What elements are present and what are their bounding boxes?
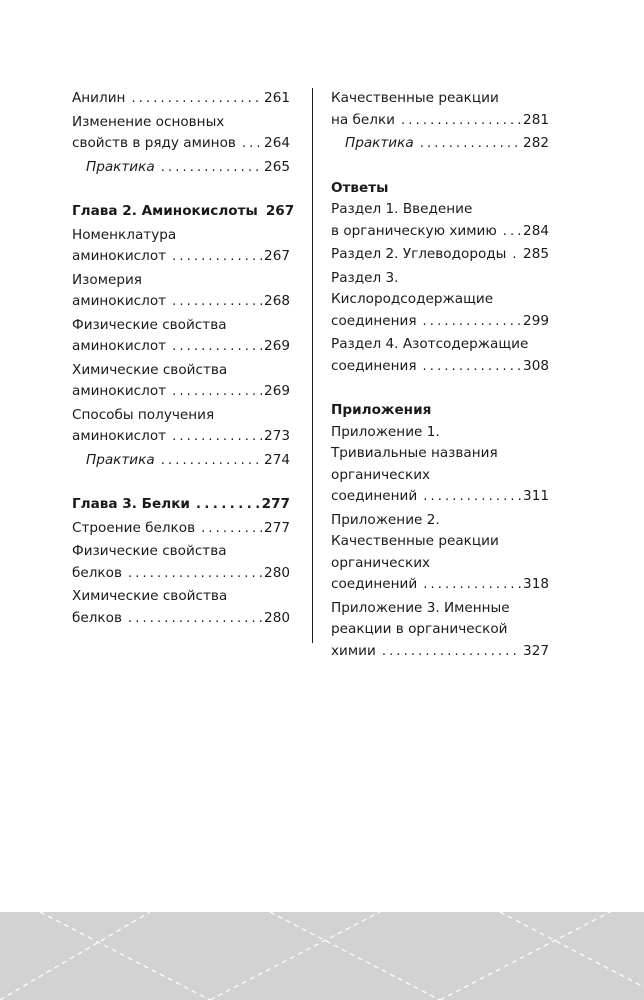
toc-entry-text: Изомерия — [72, 271, 142, 288]
dot-leader — [423, 311, 522, 333]
zigzag-pattern — [0, 912, 644, 1000]
page-number: 274 — [264, 451, 290, 468]
page-number: 284 — [523, 222, 549, 239]
section-gap — [72, 180, 290, 201]
toc-entry-text: белков — [72, 609, 122, 626]
dot-leader — [172, 381, 262, 403]
toc-entry-text: Анилин — [72, 90, 126, 106]
toc-entry-text: Практика — [86, 451, 155, 468]
dot-leader — [131, 88, 262, 110]
page-number: 261 — [264, 90, 290, 106]
toc-entry[interactable] — [72, 157, 290, 179]
toc-entry-text: Приложение 2. — [331, 511, 440, 528]
page-number: 273 — [264, 428, 290, 444]
toc-entry-text: Глава 3. Белки — [72, 496, 190, 512]
toc-entry[interactable] — [72, 541, 290, 584]
dot-leader — [423, 574, 521, 596]
toc-entry-text: соединения — [331, 357, 417, 374]
toc-entry-text: Изменение основных — [72, 113, 225, 130]
toc-entry-text: Раздел 4. Азотсодержащие — [331, 336, 529, 352]
toc-entry-text: в органическую химию — [331, 222, 497, 239]
page-number: 285 — [523, 246, 549, 262]
toc-entry[interactable] — [72, 112, 290, 155]
page-number: 268 — [264, 293, 290, 309]
dot-leader — [128, 608, 262, 630]
toc-entry[interactable] — [72, 494, 290, 516]
toc-entry-text: на белки — [331, 111, 396, 128]
toc-entry-text: белков — [72, 564, 122, 581]
page-number: 265 — [264, 158, 290, 175]
toc-entry[interactable] — [72, 88, 290, 110]
page-number: 267 — [264, 248, 290, 264]
page-number: 280 — [264, 564, 290, 581]
toc-entry-text: химии — [331, 642, 376, 659]
toc-entry[interactable] — [331, 598, 549, 663]
page-number: 264 — [264, 135, 290, 151]
page-number: 327 — [523, 642, 549, 659]
toc-entry-text: соединения — [331, 312, 417, 329]
page-number: 311 — [523, 488, 549, 504]
page-number: 269 — [264, 383, 290, 399]
toc-entry[interactable] — [331, 88, 549, 131]
toc-entry-text: Практика — [86, 158, 155, 175]
toc-entry-text: Способы получения — [72, 406, 215, 423]
toc-right-column — [331, 88, 549, 664]
toc-entry-text: Приложение 3. Именные — [331, 599, 510, 616]
page-number: 308 — [523, 357, 549, 374]
page-number: 280 — [264, 609, 290, 626]
page-number: 299 — [523, 312, 549, 329]
page-number: 277 — [264, 519, 290, 536]
toc-entry[interactable] — [72, 270, 290, 313]
toc-entry[interactable] — [331, 244, 549, 266]
toc-entry[interactable] — [331, 510, 549, 596]
toc-entry-text: органических — [331, 554, 431, 571]
appendix-heading: Приложения — [331, 402, 432, 418]
toc-entry[interactable] — [72, 225, 290, 268]
toc-entry-text: аминокислот — [72, 248, 167, 264]
toc-left-column — [72, 88, 295, 631]
toc-entry-text: Номенклатура — [72, 226, 177, 243]
page-number: 267 — [265, 203, 295, 219]
toc-entry[interactable] — [331, 268, 549, 333]
toc-entry-text: Раздел 3. — [331, 269, 399, 286]
page-number: 269 — [264, 338, 290, 354]
toc-entry[interactable] — [331, 422, 549, 508]
dot-leader — [172, 246, 262, 268]
toc-entry-text: реакции в органической — [331, 621, 508, 637]
toc-entry-text: Строение белков — [72, 519, 196, 536]
dot-leader — [512, 244, 521, 266]
toc-entry[interactable] — [72, 586, 290, 629]
toc-entry[interactable] — [331, 334, 549, 377]
dot-leader — [242, 133, 262, 155]
toc-entry-text: аминокислот — [72, 383, 167, 399]
page-number: 282 — [523, 135, 549, 151]
toc-entry-text: Практика — [345, 135, 414, 151]
toc-entry[interactable] — [72, 450, 290, 472]
toc-entry[interactable] — [331, 133, 549, 155]
toc-entry[interactable] — [72, 315, 290, 358]
toc-entry-text: Физические свойства — [72, 316, 227, 333]
toc-entry-text: аминокислот — [72, 338, 167, 354]
toc-entry-text: органических — [331, 466, 431, 483]
toc-entry-text: соединений — [331, 576, 418, 592]
dot-leader — [128, 563, 262, 585]
dot-leader — [382, 641, 521, 663]
dot-leader — [423, 356, 522, 378]
toc-entry-text: аминокислот — [72, 293, 167, 309]
dot-leader — [196, 494, 260, 516]
toc-entry-text: Раздел 2. Углеводороды — [331, 246, 507, 262]
toc-entry-text: Тривиальные названия — [331, 445, 498, 461]
column-divider — [312, 88, 313, 643]
toc-entry[interactable] — [72, 201, 295, 223]
toc-entry-text: Качественные реакции — [331, 90, 499, 106]
toc-entry-text: Кислородсодержащие — [331, 291, 494, 307]
dot-leader — [423, 486, 521, 508]
toc-entry-text: аминокислот — [72, 428, 167, 444]
dot-leader — [201, 518, 262, 540]
dot-leader — [161, 450, 262, 472]
decorative-footer-band — [0, 912, 644, 1000]
section-gap — [72, 473, 290, 494]
toc-entry[interactable] — [72, 405, 290, 448]
dot-leader — [172, 336, 262, 358]
toc-entry-text: Приложение 1. — [331, 423, 440, 440]
dot-leader — [161, 157, 262, 179]
toc-entry-text: Химические свойства — [72, 588, 228, 604]
answers-heading: Ответы — [331, 179, 389, 196]
toc-entry-text: Физические свойства — [72, 543, 227, 559]
toc-entry-text: свойств в ряду аминов — [72, 135, 236, 151]
toc-entry-text: соединений — [331, 488, 418, 504]
page-number: 277 — [261, 496, 290, 512]
toc-entry[interactable] — [72, 360, 290, 403]
page-number: 281 — [523, 111, 549, 128]
page-number: 318 — [523, 576, 549, 592]
dot-leader — [401, 110, 521, 132]
toc-entry-text: Глава 2. Аминокислоты — [72, 203, 258, 219]
dot-leader — [420, 133, 521, 155]
toc-entry-text: Качественные реакции — [331, 533, 499, 549]
toc-entry[interactable] — [331, 199, 549, 242]
toc-entry-text: Химические свойства — [72, 361, 228, 378]
dot-leader — [172, 291, 262, 313]
toc-entry[interactable] — [72, 518, 290, 540]
toc-entry-text: Раздел 1. Введение — [331, 201, 473, 217]
dot-leader — [503, 221, 521, 243]
dot-leader — [172, 426, 262, 448]
